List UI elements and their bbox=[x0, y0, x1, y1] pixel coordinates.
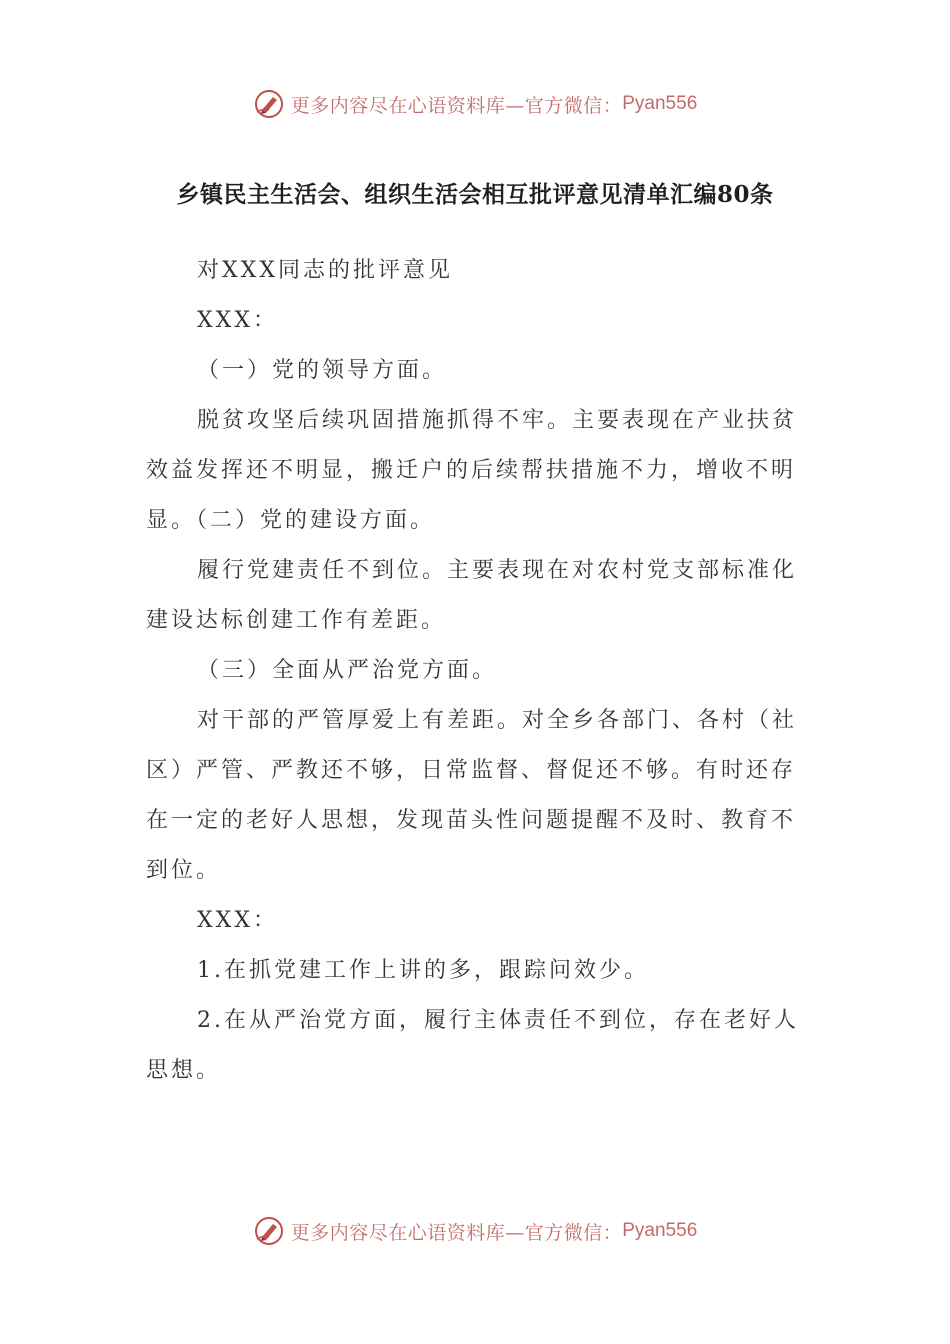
document-body bbox=[146, 246, 806, 1096]
paragraph: XXX： bbox=[197, 908, 278, 933]
paragraph: 2.在从严治党方面，履行主体责任不到位，存在老好人思想。 bbox=[146, 1008, 799, 1083]
pen-logo-icon bbox=[253, 1215, 285, 1247]
header-banner bbox=[0, 84, 950, 124]
paragraph: （一）党的领导方面。 bbox=[197, 358, 448, 383]
paragraph: 脱贫攻坚后续巩固措施抓得不牢。主要表现在产业扶贫效益发挥还不明显，搬迁户的后续帮扶措施不力，增收不明显。（二）党的建设方面。 bbox=[146, 408, 798, 533]
paragraph: 对XXX同志的批评意见 bbox=[197, 258, 453, 283]
document-title: 乡镇民主生活会、组织生活会相互批评意见清单汇编80条 bbox=[176, 181, 774, 208]
paragraph: （三）全面从严治党方面。 bbox=[197, 658, 498, 683]
header-banner-wechat-id: Pyan556 bbox=[622, 93, 698, 114]
paragraph: 履行党建责任不到位。主要表现在对农村党支部标准化建设达标创建工作有差距。 bbox=[146, 558, 798, 633]
paragraph: XXX： bbox=[197, 308, 278, 333]
footer-banner bbox=[0, 1211, 950, 1251]
paragraph: 对干部的严管厚爱上有差距。对全乡各部门、各村（社区）严管、严教还不够，日常监督、督促还不够。有时还存在一定的老好人思想，发现苗头性问题提醒不及时、教育不到位。 bbox=[146, 708, 798, 883]
footer-banner-text: 更多内容尽在心语资料库—官方微信： bbox=[290, 1221, 623, 1244]
pen-logo-icon bbox=[253, 88, 285, 120]
paragraph: 1.在抓党建工作上讲的多，跟踪问效少。 bbox=[197, 958, 649, 983]
header-banner-text: 更多内容尽在心语资料库—官方微信： bbox=[290, 94, 623, 117]
footer-banner-wechat-id: Pyan556 bbox=[622, 1220, 698, 1241]
